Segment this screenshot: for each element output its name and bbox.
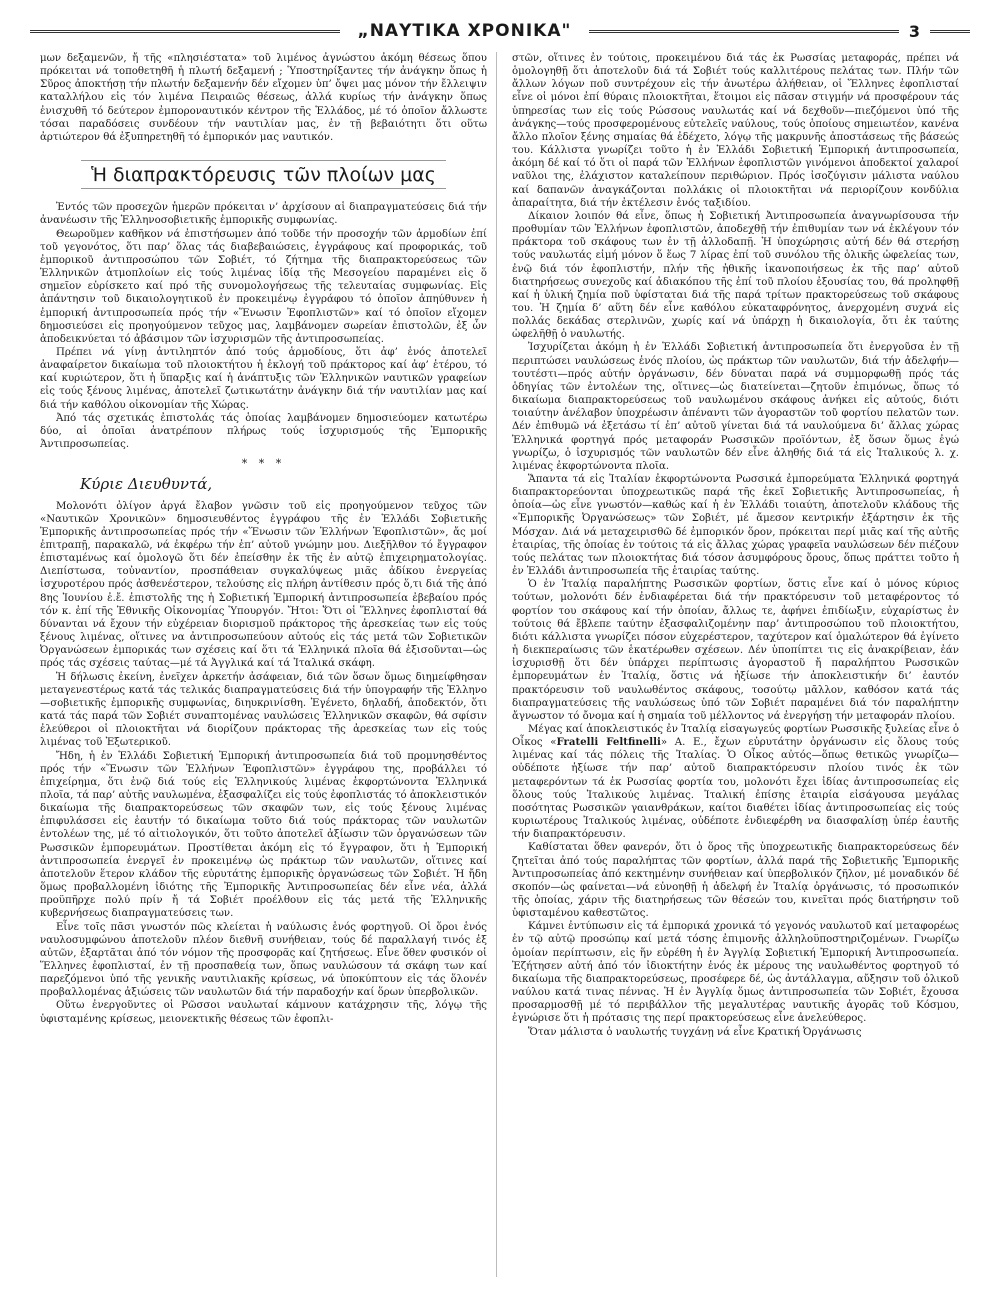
page-header xyxy=(30,14,970,48)
letter-paragraph-11: Καθίσταται ὅθεν φανερόν, ὅτι ὁ ὅρος τῆς ὑποχρεωτικῆς διαπρακτορεύσεως δέν ζητεῖται ἀπό τούς παραλήπτας τῶν φορτίων, ἀλλά παρά τῆς Σοβιετικῆς Ἐμπορικῆς Ἀντιπροσωπείας ἀπό κεκτημένην συνήθειαν καί ὑπερβολικόν ζῆλον, μέ μοναδικόν δέ σκοπόν—ὡς φαίνεται—νά εὐνοηθῇ ἡ ἀδελφή ἐν Ἰταλίᾳ ὀργάνωσις, τό προσωπικόν τῆς ὁποίας, χάριν τῆς διατηρήσεως τῶν θέσεών του, κινεῖται πρός διατήρησιν τοῦ ὑφισταμένου καθεστῶτος. xyxy=(512,842,959,920)
right-column xyxy=(512,52,959,1277)
letter-paragraph-7: Ἰσχυρίζεται ἀκόμη ἡ ἐν Ἑλλάδι Σοβιετική ἀντιπροσωπεία ὅτι ἐνεργοῦσα ἐν τῇ περιπτώσει ναυλώσεως ἑνός πλοίου, ὡς πράκτωρ τῶν ναυλωτῶν, διά τήν ἀδελφήν—τουτέστι—πρός αὐτήν ὀργάνωσιν, δέν δύναται παρά νά συμμορφωθῇ πρός τάς ὁδηγίας τῶν ἐντολέων της, οἵτινες—ὡς διατείνεται—ζητοῦν ἐπιμόνως, ὅπως τό δικαίωμα διαπρακτορεύσεως τοῦ ναυλωμένου σκάφους ἀνήκει εἰς αὐτούς, διότι τοιαύτην ἀνέλαβον ὑποχρέωσιν ἀπέναντι τῶν ἀγοραστῶν τοῦ φορτίου πελατῶν των. Δέν ἐπιθυμῶ νά ἐξετάσω τί ἐπ’ αὐτοῦ γίνεται διά τά ναυλούμενα δι’ ἄλλας χώρας Ἑλληνικά φορτηγά πρός μεταφοράν Ρωσσικῶν προϊόντων, ἐξ ὅσων ὅμως ἐγώ γνωρίζω, ὁ ἰσχυρισμός τῶν ναυλωτῶν δέν εἶνε ἀληθής διά τά εἰς Ἰταλικούς λ. χ. λιμένας ἐκφορτώνοντα πλοῖα. xyxy=(512,342,959,472)
letter-paragraph-1: Μολονότι ὀλίγον ἀργά ἔλαβον γνῶσιν τοῦ εἰς προηγούμενον τεῦχος τῶν «Ναυτικῶν Χρονικῶν» δημοσιευθέντος ἐγγράφου τῆς ἐν Ἑλλάδι Σοβιετικῆς Ἐμπορικῆς ἀντιπροσωπείας πρός τήν «Ἕνωσιν τῶν Ἑλλήνων Ἐφοπλιστῶν», ἄς μοί ἐπιτραπῇ, παρακαλῶ, νά ἐκφέρω τήν ἐπ’ αὐτοῦ γνώμην μου. Διεξῆλθον τό ἔγγραφον ἐπισταμένως καί ὁμολογῶ ὅτι δέν ἐπείσθην ἐκ τῆς ἐν αὐτῷ ἐπιχειρηματολογίας. Διεπίστωσα, τοὐναντίον, προσπάθειαν συγκαλύψεως μιᾶς ἀδίκου ἐνεργείας ἰσχυροτέρου πρός ἀσθενέστερον, τελούσης εἰς πλήρη ἀντίθεσιν πρός ὅ,τι διά τῆς ἀπό 8ης Ἰουνίου ἐ.ἔ. ἐπιστολῆς της ἡ Σοβιετική Ἐμπορική ἀντιπροσωπεία ἐβεβαίου πρός τόν κ. ἐπί τῆς Ἐθνικῆς Οἰκονομίας Ὑπουργόν. Ἤτοι: Ὅτι οἱ Ἕλληνες ἐφοπλισταί θά δύνανται νά ἔχουν τήν εὐχέρειαν διορισμοῦ πράκτορος τῆς ἀρεσκείας των εἰς τούς ξένους λιμένας, οἵτινες να ἀντιπροσωπεύουν αὐτούς εἰς τάς μετά τῶν Σοβιετικῶν Ὀργανώσεων ἐμπορικάς των σχέσεις καί ὅτι τά Ἑλληνικά πλοῖα θά ἐξισοῦνται—ὡς πρός τάς σχέσεις ταύτας—μέ τά Ἀγγλικά καί τά Ἰταλικά σκάφη. xyxy=(40,500,487,670)
section-title-box xyxy=(40,160,487,189)
letter-paragraph-2: Ἡ δήλωσις ἐκείνη, ἐνεῖχεν ἀρκετήν ἀσάφειαν, διά τῶν ὅσων ὅμως διημείφθησαν μεταγενεστέρως κατά τάς τελικάς διαπραγματεύσεις διά τήν ὑπογραφήν τῆς Ἑλληνο—σοβιετικῆς ἐμπορικῆς συμφωνίας, διηυκρινίσθη. Ἐγένετο, δηλαδή, ἀποδεκτόν, ὅτι κατά τάς παρά τῶν Σοβιέτ συναπτομένας ναυλώσεις Ἑλληνικῶν σκαφῶν, θά σφίσιν ἐλεύθεροι οἱ πλοιοκτῆται νά διορίζουν πράκτορας τῆς ἀρεσκείας των εἰς τούς λιμένας τοῦ Ἐξωτερικοῦ. xyxy=(40,671,487,749)
letter-paragraph-9: Ὁ ἐν Ἰταλίᾳ παραλήπτης Ρωσσικῶν φορτίων, ὅστις εἶνε καί ὁ μόνος κύριος τούτων, μολονότι δέν ἐνδιαφέρεται διά τήν πρακτόρευσιν τοῦ μεταφέροντος τό φορτίον του σκάφους καί τήν ὁποίαν, ἄλλως τε, ἀφήνει ἐπιδίωξιν, εὐχαρίστως ἐν τούτοις θά ἔβλεπε ταύτην ἐξασφαλιζομένην παρ’ ἀντιπροσώπου τοῦ πλοιοκτήτου, διότι κάλλιστα γνωρίζει πόσον εὐχερέστερον, ταχύτερον καί ὁμαλώτερον θά ἐγίνετο ἡ διεκπεραίωσις τῶν ἑκατέρωθεν σχέσεων. Δέν ὑποπίπτει τις εἰς ἀνακρίβειαν, ἐάν ἰσχυρισθῇ ὅτι δέν ὑπάρχει περίπτωσις ἀγοραστοῦ ἤ παραλήπτου Ρωσσικῶν ἐμπορευμάτων ἐν Ἰταλίᾳ, ὅστις νά ἠξίωσε τήν ἀποκλειστικήν δι’ ἑαυτόν πρακτόρευσιν τοῦ ναυλωθέντος σκάφους, τοσούτῳ μᾶλλον, καθόσον κατά τάς διαπραγματεύσεις τῆς ναυλώσεως ὑπό τῶν Σοβιέτ παραμένει διά τόν παραλήπτην ἄγνωστον τό ὄνομα καί ἡ σημαία τοῦ μέλλοντος νά ἐνεργήσῃ τήν μεταφοράν πλοίου. xyxy=(512,579,959,722)
article-paragraph-2: Θεωροῦμεν καθῆκον νά ἐπιστήσωμεν ἀπό τοῦδε τήν προσοχήν τῶν ἁρμοδίων ἐπί τοῦ γεγονότος, ὅτι παρ’ ὅλας τάς διαβεβαιώσεις, ἐγγράφους καί προφορικάς, τοῦ ἐμπορικοῦ ἀντιπροσώπου τῶν Σοβιέτ, τό ζήτημα τῆς διαπρακτορεύσεως τῶν Ἑλληνικῶν ἀτμοπλοίων εἰς τούς λιμένας ἰδίᾳ τῆς Μεσογείου παραμένει εἰς ὅ σημεῖον εὑρίσκετο καί πρό τῆς συνομολογήσεως τῆς τελευταίας συμφωνίας. Εἰς ἀπάντησιν τοῦ δικαιολογητικοῦ ἐν προκειμένῳ ἐγγράφου τό ὁποῖον ἀπηύθυνεν ἡ ἐμπορική ἀντιπροσωπεία πρός τήν «Ἕνωσιν Ἐφοπλιστῶν» καί τό ὁποῖον εἴχομεν δημοσιεύσει εἰς προηγούμενον τεῦχος μας, λαμβάνομεν σωρείαν ἐπιστολῶν, ἐξ ὧν ἀποδεικνύεται τό ἀβάσιμον τῶν ἰσχυρισμῶν τῆς ἀντιπροσωπείας. xyxy=(40,228,487,345)
section-divider-stars: * * * xyxy=(241,457,286,471)
letter-paragraph-13: Ὅταν μάλιστα ὁ ναυλωτής τυγχάνῃ νά εἶνε Κρατική Ὀργάνωσις xyxy=(528,1026,862,1038)
letter-paragraph-12: Κάμνει ἐντύπωσιν εἰς τά ἐμπορικά χρονικά τό γεγονός ναυλωτοῦ καί μεταφορέως ἐν τῷ αὐτῷ προσώπῳ καί μετά τόσης ἐπιμονῆς ἀλληλοϋποστηριζομένων. Γνωρίζω ὁμοίαν περίπτωσιν, εἰς ἥν εὑρέθη ἡ ἐν Ἀγγλίᾳ Σοβιετική Ἐμπορική Ἀντιπροσωπεία. Ἐζήτησεν αὐτή ἀπό τόν ἰδιοκτήτην ἑνός ἐκ μέρους της ναυλωθέντος φορτηγοῦ τό δικαίωμα τῆς διαπρακτορεύσεως, προσέφερε δέ, ὡς ἀντάλλαγμα, αὔξησιν τοῦ ὁλικοῦ ναύλου κατά τινας πέννας. Ἡ ἐν Ἀγγλίᾳ ὅμως ἀντιπροσωπεία τῶν Σοβιέτ, ἔχουσα προσαρμοσθῇ μέ τό περιβάλλον τῆς μεγαλυτέρας ναυτικῆς ἀγορᾶς τοῦ Κόσμου, ἐγνώρισε ὅτι ἡ πρότασις της περί πρακτορεύσεως εἶνε ἀνελεύθερος. xyxy=(512,921,959,1025)
firm-name: Fratelli Feltfinelli xyxy=(556,736,661,749)
letter-paragraph-3: Ἤδη, ἡ ἐν Ἑλλάδι Σοβιετική Ἐμπορική ἀντιπροσωπεία διά τοῦ προμνησθέντος πρός τήν «Ἕνωσιν τῶν Ἑλλήνων Ἐφοπλιστῶν» ἐγγράφου της, προβάλλει τό ἐπιχείρημα, ὅτι ἐνῷ διά τούς εἰς Ἑλληνικούς λιμένας ἐκφορτώνοντα Ἑλληνικά πλοῖα, τά παρ’ αὐτῆς ναυλωμένα, ἐξασφαλίζει εἰς τούς ἐφοπλιστάς τό ἀποκλειστικόν δικαίωμα τῆς διαπρακτορεύσεως τῶν σκαφῶν των, εἰς τούς ξένους λιμένας ἐπιφυλάσσει εἰς ἑαυτήν τό δικαίωμα τοῦτο διά τούς πράκτορας τῶν ναυλωτῶν ἐντολέων της, μέ τό αἰτιολογικόν, ὅτι τοῦτο ἀποτελεῖ ἀξίωσιν τῶν ὀργανώσεων τῶν Ρωσσικῶν ἐμπορευμάτων. Προστίθεται ἀκόμη εἰς τό ἔγγραφον, ὅτι ἡ Ἐμπορική ἀντιπροσωπεία ἐνεργεῖ ἐν προκειμένῳ ὡς πράκτωρ τῶν ναυλωτῶν, οἵτινες καί ἀποτελοῦν ἕτερον κλάδον τῆς εὐρυτάτης ἐμπορικῆς ὀργανώσεως τῶν Σοβιέτ. Ἡ ἤδη ὅμως προβαλλομένη ἰδιότης τῆς Ἐμπορικῆς Ἀντιπροσωπείας δέν εἶνε νέα, ἀλλά προϋπῆρχε πολύ πρίν ἤ τά Σοβιέτ προέλθουν εἰς τάς μετά τῆς Ἑλληνικῆς κυβερνήσεως διαπραγματεύσεις των. xyxy=(40,750,487,920)
letter-salutation: Κύριε Διευθυντά, xyxy=(80,475,213,494)
article-paragraph-3: Πρέπει νά γίνῃ ἀντιληπτόν ἀπό τούς ἁρμοδίους, ὅτι ἀφ’ ἑνός ἀποτελεῖ ἀναφαίρετον δικαίωμα τοῦ πλοιοκτήτου ἡ ἐκλογή τοῦ πράκτορος καί ἀφ’ ἑτέρου, τό καί κυριώτερον, ὅτι ἡ ὕπαρξις καί ἡ ἀνάπτυξις τῶν Ἑλληνικῶν ναυτικῶν γραφείων εἰς τούς ξένους λιμένας, ἀποτελεῖ ζωτικωτάτην ἀνάγκην διά τήν ναυτιλίαν μας καί διά τήν καθόλου οἰκονομίαν τῆς Χώρας. xyxy=(40,346,487,411)
article-paragraph-4: Ἀπό τάς σχετικάς ἐπιστολάς τάς ὁποίας λαμβάνομεν δημοσιεύομεν κατωτέρω δύο, αἱ ὁποῖαι ἀνατρέπουν πλήρως τούς ἰσχυρισμούς τῆς Ἐμπορικῆς Ἀντιπροσωπείας. xyxy=(40,412,487,451)
section-title: Ἡ διαπρακτόρευσις τῶν πλοίων μας xyxy=(81,160,446,189)
page-number: 3 xyxy=(908,21,920,41)
firm-text-after: » Α. Ε., ἔχων εὐρυτάτην ὀργάνωσιν εἰς ὅλους τούς λιμένας καί τάς πόλεις τῆς Ἰταλίας. Ὁ Οἶκος αὐτός—ὅπως θετικῶς γνωρίζω—οὐδέποτε ἠξίωσε τήν παρ’ αὐτοῦ διαπρακτόρευσιν πλοίου τινός ἐκ τῶν μεταφερόντων τά ἐκ Ρωσσίας φορτία του, μολονότι ἔχει ἰδίας ἀντιπροσωπείας εἰς ὅλους τούς Ἰταλικούς λιμένας. Ἰταλική ἐπίσης ἑταιρία εἰσάγουσα μεγάλας ποσότητας Ρωσσικῶν γαιανθράκων, καίτοι διαθέτει ἰδίας ἀντιπροσωπείας εἰς τούς κυριωτέρους Ἰταλικούς λιμένας, οὐδέποτε ἐνδιεφέρθη να διασφαλίσῃ ὑπέρ ἑαυτῆς τήν διαπρακτόρευσιν. xyxy=(512,737,959,841)
letter-paragraph-6: Δίκαιον λοιπόν θά εἶνε, ὅπως ἡ Σοβιετική Ἀντιπροσωπεία ἀναγνωρίσουσα τήν προθυμίαν τῶν Ἑλλήνων ἐφοπλιστῶν, ἀποδεχθῇ τήν ἐπιθυμίαν των νά ἐκλέγουν τόν πράκτορα τοῦ σκάφους των ἐν τῇ ἀλλοδαπῇ. Ἡ ὑποχώρησις αὐτή δέν θά στερήσῃ τούς ναυλωτάς εἰμή μόνον ὅ ἕως 7 λίρας ἐπί τοῦ συνόλου τῆς ὁλικῆς ὠφελείας των, ἐνῷ διά τόν ἐφοπλιστήν, πλήν τῆς ἠθικῆς ἱκανοποιήσεως ἐκ τῆς παρ’ αὐτοῦ διατηρήσεως συνεχοῦς καί ἀδιακόπου τῆς ἐπί τοῦ πλοίου ἐξουσίας του, θά προληφθῇ καί ἡ ὑλική ζημία ποῦ ὑφίσταται διά τῆς παρά τρίτων πρακτορεύσεως τοῦ σκάφους του. Ἡ ζημία δ’ αὕτη δέν εἶνε καθόλου εὐκαταφρόνητος, ἀνερχομένη συχνά εἰς πολλάς δεκάδας στερλινῶν, χωρίς καί νά ὑπάρχῃ ἡ δικαιολογία, ὅτι ἐκ ταύτης ὠφελῆθῇ ὁ ναυλωτής. xyxy=(512,210,959,341)
intro-paragraph: μων δεξαμενῶν, ἤ τῆς «πλησιέστατα» τοῦ λιμένος ἀγνώστου ἀκόμη θέσεως ὅπου πρόκειται νά τοποθετηθῆ ἡ πλωτή δεξαμενή ; Ὑποστηρίξαντες τήν ἀνάγκην ὅπως ἡ Σῦρος ἀποκτήσῃ τήν πλωτήν δεξαμενήν δέν εἴχομεν ὑπ’ ὄψει μας μόνον τήν ἔλλειψιν καταλλήλου εἰς τόν λιμένα Πειραιῶς θέσεως, ἀλλά κυρίως τήν ἀνάγκην ὅπως ἐνισχυθῆ τό δεύτερον ἐμποροναυτικόν κέντρον τῆς Ἑλλάδος, μέ τό ὁποῖον ἄλλωστε τόσαι παραδόσεις συνδέουν τήν ναυτιλίαν μας, ἐν τῇ βεβαιότητι ὅτι οὕτω ἀρτιώτερον θά ἐξυπηρετηθῆ τό ἐμπορικόν μας ναυτικόν. xyxy=(40,53,487,143)
header-rule-middle xyxy=(589,30,899,33)
left-column xyxy=(40,52,487,1277)
header-rule-right xyxy=(930,30,970,33)
letter-paragraph-10 xyxy=(512,723,959,841)
article-paragraph-1: Ἐντός τῶν προσεχῶν ἡμερῶν πρόκειται ν’ ἀρχίσουν αἱ διαπραγματεύσεις διά τήν ἀνανέωσιν τῆς Ἑλληνοσοβιετικῆς ἐμπορικῆς συμφωνίας. xyxy=(40,202,487,227)
letter-paragraph-4: Εἶνε τοῖς πᾶσι γνωστόν πῶς κλείεται ἡ ναύλωσις ἑνός φορτηγοῦ. Οἱ ὅροι ἑνός ναυλοσυμφώνου ἀποτελοῦν πλέον διεθνῆ συνήθειαν, τούς δέ παραλλαγή τινός ἐξ αὐτῶν, ἐξαρτᾶται ἀπό τόν νόμον τῆς προσφορᾶς καί ζητήσεως. Εἶνε ὅθεν φυσικόν οἱ Ἕλληνες ἐφοπλισταί, ἐν τῇ προσπαθείᾳ των, ὅπως ναυλώσουν τά σκάφη των καί παρεζόμενοι ὑπό τῆς γενικῆς ναυτιλιακῆς κρίσεως, νά ὑποκύπτουν εἰς τάς ὅλονέν προβαλλομένας ἀξιώσεις τῶν ναυλωτῶν διά τήν παραδοχήν καί ὅρων ὑπερβολικῶν. xyxy=(40,921,487,999)
masthead: „ΝΑΥΤΙΚΑ ΧΡΟΝΙΚΑ" xyxy=(357,21,572,41)
firm-text-before: Μέγας καί ἀποκλειστικός ἐν Ἰταλίᾳ εἰσαγωγεύς φορτίων Ρωσσικῆς ξυλείας εἶνε ὁ Οἶκος « xyxy=(512,723,959,749)
letter-continued-paragraph: στῶν, οἵτινες ἐν τούτοις, προκειμένου διά τάς ἐκ Ρωσσίας μεταφοράς, πρέπει νά ὁμολογηθῇ ὅτι ἀποτελοῦν διά τά Σοβιέτ τούς καλλιτέρους πελάτας των. Πλήν τῶν ἄλλων λόγων ποῦ συντρέχουν εἰς τήν ἀνωτέρω ἀλήθειαν, οἱ Ἕλληνες ἐφοπλισταί εἶνε οἱ μόνοι ἐπί θύραις πλοιοκτῆται, ἕτοιμοι εἰς πᾶσαν στιγμήν νά προσφέρουν τάς ὑπηρεσίας των εἰς τούς Ρώσσους ναυλωτάς καί νά δεχθοῦν—πιεζόμενοι ὑπό τῆς ἀνάγκης—τούς προσφερομένους εὐτελεῖς ναύλους, τούς ὁποίους σημειωτέον, κανένα ἄλλο πλοῖον ξένης σημαίας θά ἐδέχετο, λόγῳ τῆς μακρυνῆς ἀποστάσεως τῆς βάσεώς του. Κάλλιστα γνωρίζει τοῦτο ἡ ἐν Ἑλλάδι Σοβιετική Ἐμπορική ἀντιπροσωπεία, ἀκόμη δέ καί τό ὅτι οἱ παρά τῶν Ἑλλήνων ἐφοπλιστῶν γινόμενοι ἀποδεκτοί χαλαροί ναῦλοι της, ἐλάχιστον καταλείπουν περιθώριον. Πρός ἰσοζύγισιν μάλιστα ναύλου καί δαπανῶν ἀναγκάζονται πολλάκις οἱ πλοιοκτῆται νά περιορίζουν κονδύλια ἀπαραίτητα, διά τήν ἐκτέλεσιν ἑνός ταξιδίου. xyxy=(512,53,959,209)
letter-paragraph-8: Ἅπαντα τά εἰς Ἰταλίαν ἐκφορτώνοντα Ρωσσικά ἐμπορεύματα Ἑλληνικά φορτηγά διαπρακτορεύονται ὑποχρεωτικῶς παρά τῆς ἐκεῖ Σοβιετικῆς Ἀντιπροσωπείας, ἡ ὁποία—ὡς εἶνε γνωστόν—καθώς καί ἡ ἐν Ἑλλάδι τοιαύτη, ἀποτελοῦν κλάδους τῆς «Ἐμπορικῆς Ὀργανώσεως» τῶν Σοβιέτ, μέ ἄμεσον κεντρικήν ἐξάρτησιν ἐκ τῆς Μόσχαν. Διά νά μεταχειρισθῶ δέ ἐμπορικόν ὅρον, πρόκειται περί μιᾶς καί τῆς αὐτῆς ἑταιρίας, τῆς ὁποίας ἐν τούτοις τά εἰς ἄλλας χώρας γραφεῖα ναυλώσεων δέν πιέζουν τούς πελάτας των πλοιοκτήτας διά τόσον ἀσυμφόρους ὅρους, ὅπως πράττει τοῦτο ἡ ἐν Ἑλλάδι ἀντιπροσωπεία τῆς ἑταιρίας ταύτης. xyxy=(512,474,959,578)
letter-paragraph-5: Οὕτω ἐνεργοῦντες οἱ Ρῶσσοι ναυλωταί κάμνουν κατάχρησιν τῆς, λόγῳ τῆς ὑφισταμένης κρίσεως, μειονεκτικῆς θέσεως τῶν ἐφοπλι- xyxy=(40,1000,487,1025)
column-divider xyxy=(496,52,497,1277)
header-rule-left xyxy=(30,30,340,33)
